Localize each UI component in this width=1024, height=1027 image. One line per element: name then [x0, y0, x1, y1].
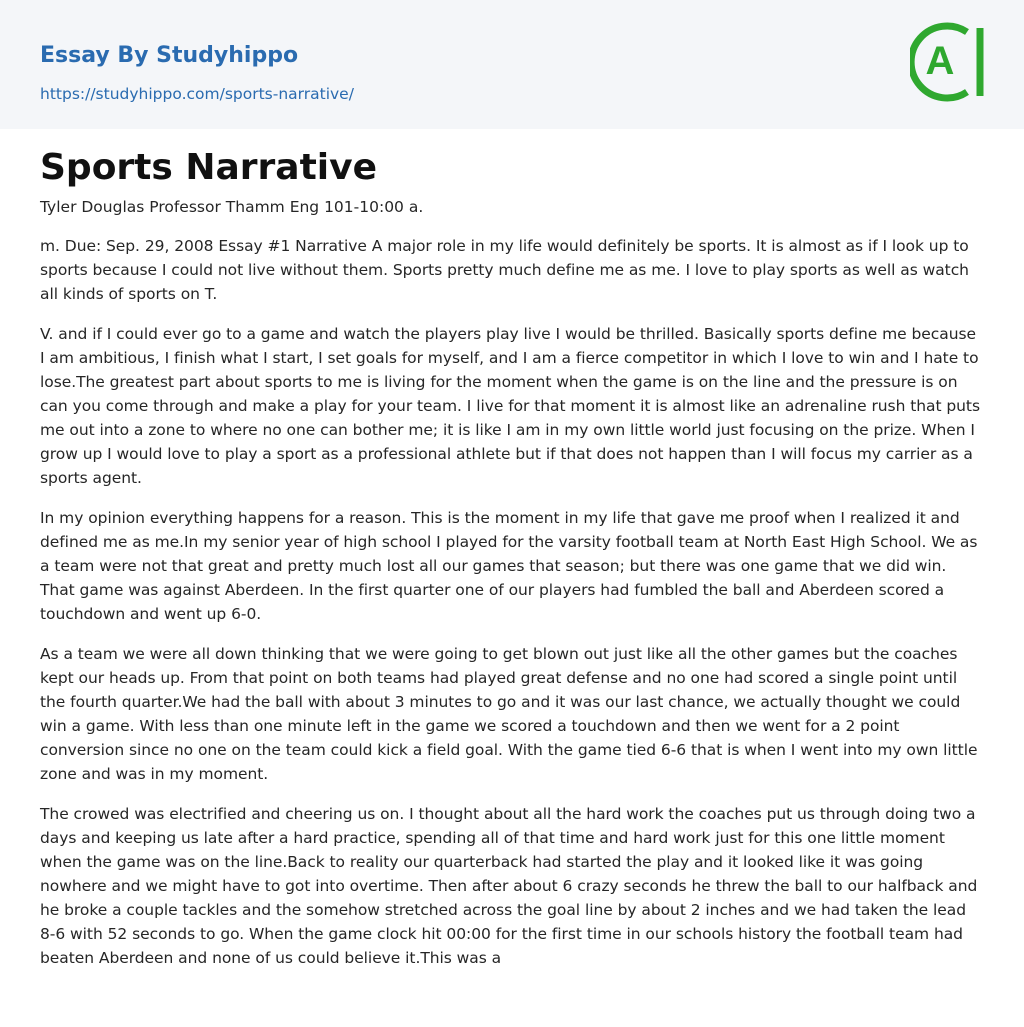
article-url-link[interactable]: https://studyhippo.com/sports-narrative/	[40, 85, 354, 103]
article-paragraph: m. Due: Sep. 29, 2008 Essay #1 Narrative A major role in my life would definitely be sports. It is almost as if I look up to sports because I could not live without them. Sports pretty much define me as me. I love to play sports as well as watch all kinds of sports on T.	[40, 237, 969, 303]
article-paragraph: The crowed was electrified and cheering us on. I thought about all the hard work the coaches put us through doing two a days and keeping us late after a hard practice, spending all of that time and hard work just for this one little moment when the game was on the line.Back to reality our quarterback had started the play and it looked like it was going nowhere and we might have to got into overtime. Then after about 6 crazy seconds he threw the ball to our halfback and he broke a couple tackles and the somehow stretched across the goal line by about 2 inches and we had taken the lead 8-6 with 52 seconds to go. When the game clock hit 00:00 for the first time in our schools history the football team had beaten Aberdeen and none of us could believe it.This was a	[40, 805, 978, 967]
site-brand[interactable]: Essay By Studyhippo	[40, 43, 299, 68]
article-title: Sports Narrative	[40, 147, 378, 188]
studyhippo-logo-icon[interactable]	[910, 18, 988, 106]
article-body	[40, 234, 984, 986]
article-paragraph: As a team we were all down thinking that we were going to get blown out just like all the other games but the coaches kept our heads up. From that point on both teams had played great defense and no one had scored a single point until the fourth quarter.We had the ball with about 3 minutes to go and it was our last chance, we actually thought we could win a game. With less than one minute left in the game we scored a touchdown and then we went for a 2 point conversion since no one on the team could kick a field goal. With the game tied 6-6 that is when I went into my own little zone and was in my moment.	[40, 645, 978, 783]
article-byline: Tyler Douglas Professor Thamm Eng 101-10:00 a.	[40, 198, 424, 216]
logo-letter: A	[925, 39, 955, 83]
article-paragraph: In my opinion everything happens for a reason. This is the moment in my life that gave me proof when I realized it and defined me as me.In my senior year of high school I played for the varsity football team at North East High School. We as a team were not that great and pretty much lost all our games that season; but there was one game that we did win. That game was against Aberdeen. In the first quarter one of our players had fumbled the ball and Aberdeen scored a touchdown and went up 6-0.	[40, 509, 978, 623]
article-paragraph: V. and if I could ever go to a game and watch the players play live I would be thrilled. Basically sports define me because I am ambitious, I finish what I start, I set goals for myself, and I am a fierce competitor in which I love to win and I hate to lose.The greatest part about sports to me is living for the moment when the game is on the line and the pressure is on can you come through and make a play for your team. I live for that moment it is almost like an adrenaline rush that puts me out into a zone to where no one can bother me; it is like I am in my own little world just focusing on the prize. When I grow up I would love to play a sport as a professional athlete but if that does not happen than I will focus my carrier as a sports agent.	[40, 325, 980, 487]
